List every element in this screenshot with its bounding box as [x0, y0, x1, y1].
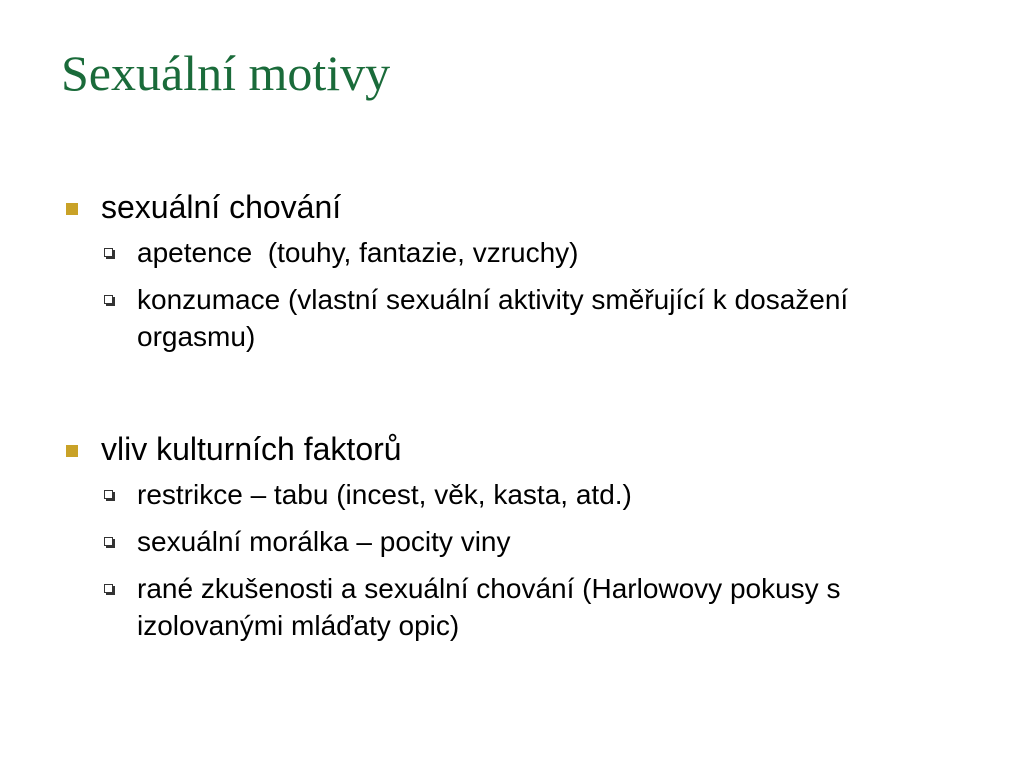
sub-bullet-text: sexuální morálka – pocity viny: [137, 526, 511, 557]
hollow-square-bullet-icon: [104, 537, 113, 546]
hollow-square-bullet-icon: [104, 584, 113, 593]
sub-bullet-item: [0, 234, 1024, 271]
sub-bullet-text: apetence (touhy, fantazie, vzruchy): [137, 237, 579, 268]
bullet-group-cultural-factors: [0, 426, 1024, 644]
sub-bullet-text: konzumace (vlastní sexuální aktivity směřující k dosažení orgasmu): [137, 284, 849, 352]
slide-title: Sexuální motivy: [61, 45, 391, 101]
sub-bullet-item: [0, 523, 1024, 560]
sub-bullet-text: rané zkušenosti a sexuální chování (Harlowovy pokusy s izolovanými mláďaty opic): [137, 573, 841, 641]
bullet-group-sexual-behavior: [0, 184, 1024, 355]
filled-square-bullet-icon: [66, 203, 78, 215]
filled-square-bullet-icon: [66, 445, 78, 457]
sub-bullet-item: [0, 570, 1024, 644]
hollow-square-bullet-icon: [104, 490, 113, 499]
sub-bullet-item: [0, 476, 1024, 513]
sub-bullet-text: restrikce – tabu (incest, věk, kasta, atd.): [137, 479, 632, 510]
hollow-square-bullet-icon: [104, 248, 113, 257]
bullet-text: vliv kulturních faktorů: [101, 431, 402, 467]
sub-bullet-list: [0, 476, 1024, 644]
bullet-text: sexuální chování: [101, 189, 342, 225]
sub-bullet-item: [0, 281, 1024, 355]
bullet-item-level1: [0, 426, 1024, 472]
sub-bullet-list: [0, 234, 1024, 355]
hollow-square-bullet-icon: [104, 295, 113, 304]
bullet-item-level1: [0, 184, 1024, 230]
